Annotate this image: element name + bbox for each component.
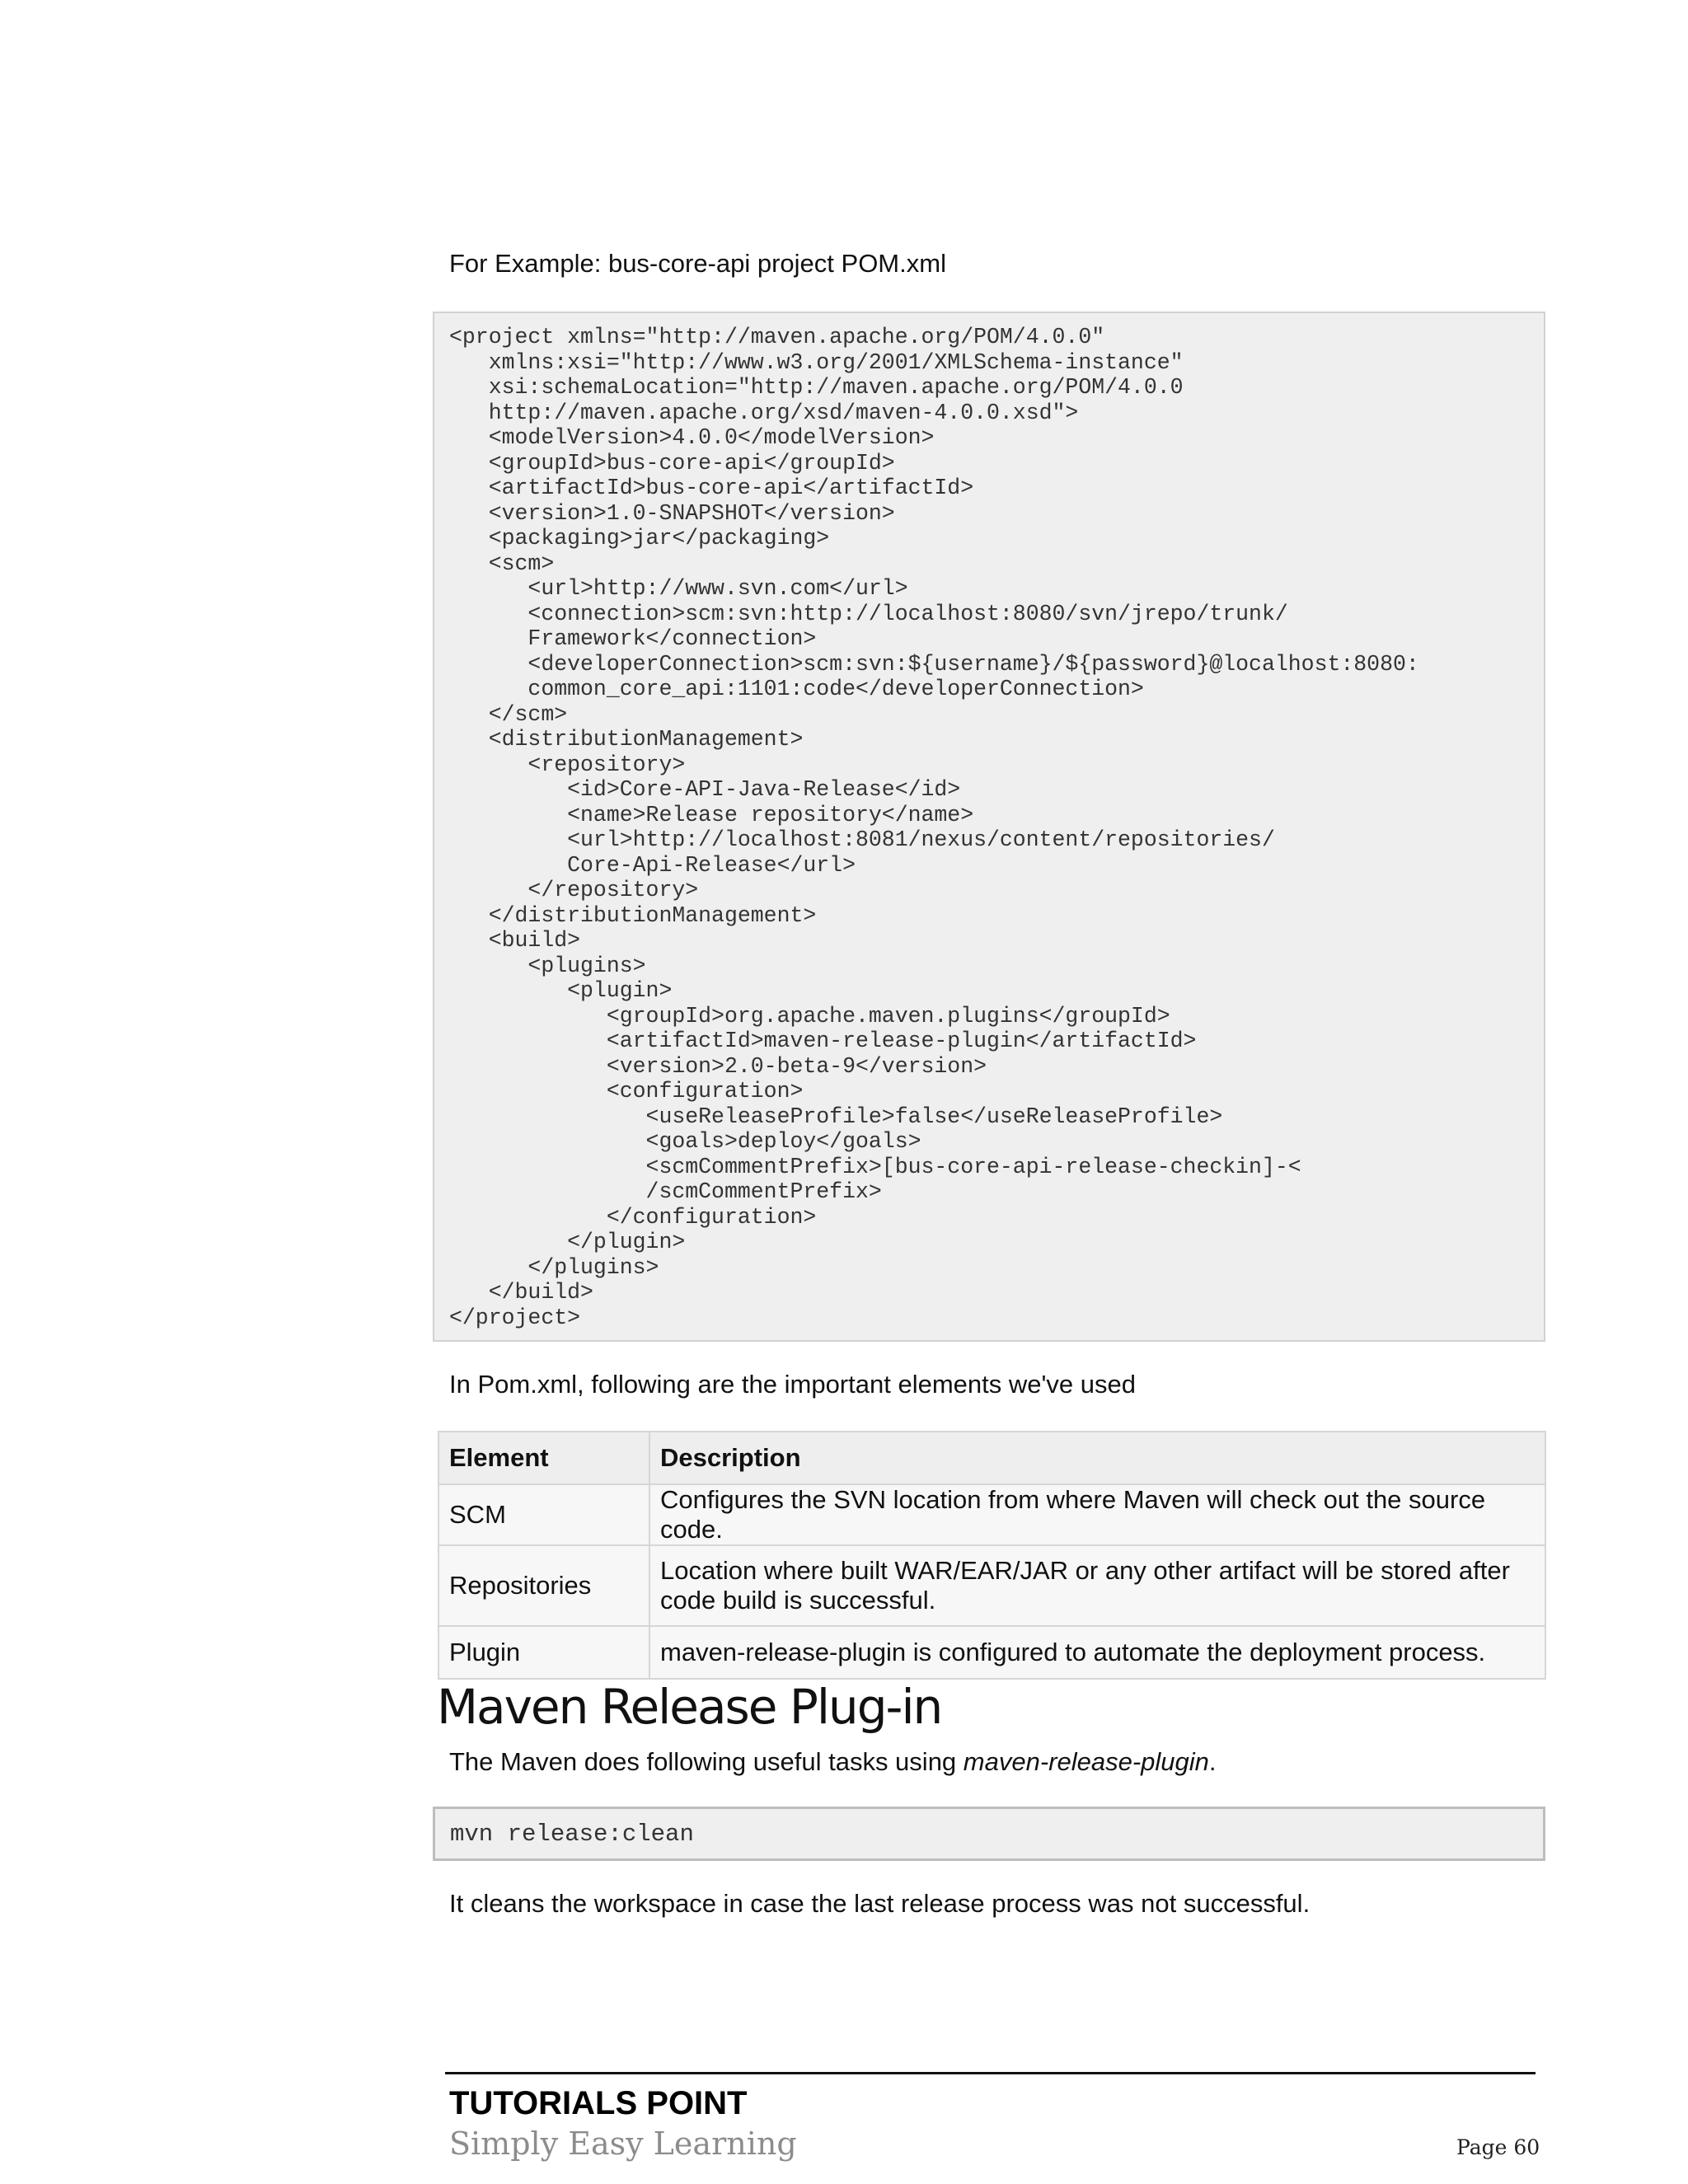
table-cell-description: Configures the SVN location from where Maven will check out the source code.: [649, 1484, 1545, 1545]
table-header-description: Description: [649, 1432, 1545, 1484]
table-cell-description: Location where built WAR/EAR/JAR or any other artifact will be stored after code build is successful.: [649, 1545, 1545, 1626]
footer-divider: [445, 2072, 1536, 2074]
section-title: Maven Release Plug-in: [437, 1679, 942, 1735]
clean-description-text: It cleans the workspace in case the last release process was not successful.: [449, 1889, 1311, 1918]
table-row: [438, 1545, 1545, 1626]
plugin-name-emphasis: maven-release-plugin: [963, 1747, 1209, 1776]
tasks-intro-text: [449, 1746, 1217, 1779]
footer-brand: TUTORIALS POINT: [449, 2085, 748, 2121]
table-cell-description: maven-release-plugin is configured to automate the deployment process.: [649, 1626, 1545, 1679]
table-cell-element: SCM: [438, 1484, 649, 1545]
pom-code-block: [433, 312, 1545, 1342]
intro-text: For Example: bus-core-api project POM.xml: [449, 249, 946, 278]
table-cell-element: Plugin: [438, 1626, 649, 1679]
command-code-block: [433, 1807, 1545, 1861]
table-header-row: [438, 1432, 1545, 1484]
pom-code: <project xmlns="http://maven.apache.org/POM/4.0.0" xmlns:xsi="http://www.w3.org/2001/XMLSchema-instance" xsi:schemaLocation="http://maven.apache.org/POM/4.0.0 http://maven.apache.org/xsd/maven-4.0.0.xsd"> <modelVersion>4.0.0</modelVersion> <groupId>bus-core-api</groupId> <artifactId>bus-core-api</artifactId> <version>1.0-SNAPSHOT</version> <packaging>jar</packaging> <scm> <url>http://www.svn.com</url> <connection>scm:svn:http://localhost:8080/svn/jrepo/trunk/ Framework</connection> <developerConnection>scm:svn:${username}/${password}@localhost:8080: common_core_api:1101:code</developerConnection> </scm> <distributionManagement> <repository> <id>Core-API-Java-Release</id> <name>Release repository</name> <url>http://localhost:8081/nexus/content/repositories/ Core-Api-Release</url> </repository> </distributionManagement> <build> <plugins> <plugin> <groupId>org.apache.maven.plugins</groupId> <artifactId>maven-release-plugin</artifactId> <version>2.0-beta-9</version> <configuration> <useReleaseProfile>false</useReleaseProfile> <goals>deploy</goals> <scmCommentPrefix>[bus-core-api-release-checkin]-< /scmCommentPrefix> </configuration> </plugin> </plugins> </build> </project>: [449, 325, 1419, 1330]
tasks-intro-prefix: The Maven does following useful tasks using: [449, 1747, 964, 1776]
command-code: mvn release:clean: [450, 1820, 694, 1848]
table-row: [438, 1484, 1545, 1545]
table-header-element: Element: [438, 1432, 649, 1484]
page-number: Page 60: [1456, 2135, 1540, 2159]
elements-table: [438, 1431, 1546, 1680]
table-row: [438, 1626, 1545, 1679]
table-cell-element: Repositories: [438, 1545, 649, 1626]
tasks-intro-suffix: .: [1208, 1747, 1217, 1776]
footer-tagline: Simply Easy Learning: [449, 2125, 797, 2162]
elements-intro-text: In Pom.xml, following are the important elements we've used: [449, 1370, 1136, 1399]
